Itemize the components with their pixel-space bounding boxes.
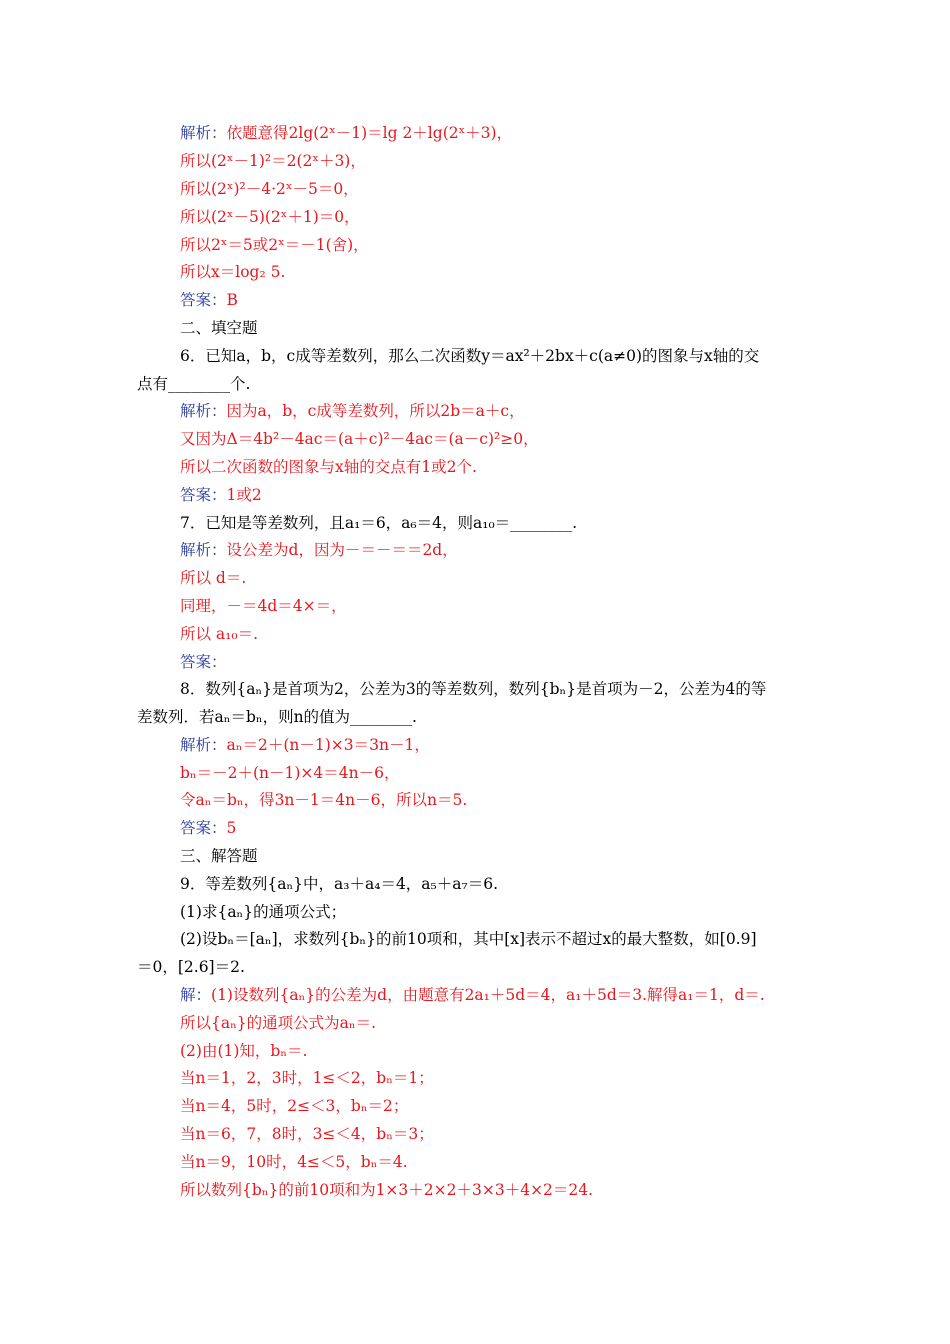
text-line — [180, 985, 765, 1005]
text-line — [180, 763, 399, 783]
text-line — [180, 485, 262, 505]
text-line — [180, 318, 258, 338]
text-line — [180, 151, 366, 171]
text-line — [180, 1124, 434, 1144]
text-line — [180, 235, 369, 255]
text-line — [180, 262, 285, 282]
line-text: 所以(2ˣ－1)²＝2(2ˣ＋3)， — [180, 152, 366, 170]
answer-label: 答案： — [180, 486, 227, 504]
line-text: 1或2 — [226, 486, 262, 504]
text-line — [180, 790, 467, 810]
line-text: 差数列．若aₙ＝bₙ，则n的值为________. — [137, 708, 417, 726]
line-text: 所以二次函数的图象与x轴的交点有1或2个. — [180, 458, 477, 476]
line-text: 三、解答题 — [180, 847, 258, 865]
text-line — [180, 346, 759, 366]
text-line — [180, 652, 227, 672]
text-line — [180, 679, 766, 699]
answer-label: 解析： — [180, 124, 227, 142]
text-line — [180, 1152, 408, 1172]
answer-label: 答案： — [180, 819, 227, 837]
line-text: 点有________个. — [137, 375, 251, 393]
line-text: bₙ＝－2＋(n－1)×4＝4n－6， — [180, 764, 400, 782]
text-line — [180, 568, 246, 588]
text-line — [180, 1041, 307, 1061]
text-line — [180, 1096, 408, 1116]
line-text: aₙ＝2＋(n－1)×3＝3n－1， — [226, 736, 430, 754]
text-line — [180, 290, 238, 310]
line-text: 令aₙ＝bₙ，得3n－1＝4n－6，所以n＝5. — [180, 791, 468, 809]
line-text: 设公差为d，因为－＝－＝＝2d， — [226, 541, 458, 559]
line-text: 8．数列{aₙ}是首项为2，公差为3的等差数列，数列{bₙ}是首项为－2，公差为4的等 — [180, 680, 767, 698]
line-text: 当n＝6，7，8时，3≤＜4，bₙ＝3； — [180, 1125, 434, 1143]
text-line — [180, 1013, 376, 1033]
line-text: 6．已知a，b，c成等差数列，那么二次函数y＝ax²＋2bx＋c(a≠0)的图象与x轴的交 — [180, 347, 760, 365]
line-text: 9．等差数列{aₙ}中，a₃＋a₄＝4，a₅＋a₇＝6. — [180, 875, 499, 893]
text-line — [180, 123, 512, 143]
line-text: 又因为Δ＝4b²－4ac＝(a＋c)²－4ac＝(a－c)²≥0， — [180, 430, 539, 448]
text-line — [180, 429, 539, 449]
line-text: B — [226, 291, 238, 309]
text-line — [137, 957, 245, 977]
text-line — [180, 874, 498, 894]
text-line — [180, 540, 458, 560]
answer-label: 答案： — [180, 653, 227, 671]
text-line — [180, 513, 577, 533]
text-line — [180, 457, 477, 477]
text-line — [137, 374, 250, 394]
line-text: 当n＝1，2，3时，1≤＜2，bₙ＝1； — [180, 1069, 434, 1087]
line-text: 所以(2ˣ)²－4·2ˣ－5＝0， — [180, 180, 359, 198]
line-text: (2)由(1)知，bₙ＝. — [180, 1042, 308, 1060]
text-line — [180, 624, 258, 644]
text-line — [180, 846, 258, 866]
answer-label: 解析： — [180, 402, 227, 420]
text-line — [180, 179, 359, 199]
text-line — [180, 1068, 434, 1088]
line-text: 5 — [226, 819, 237, 837]
text-line — [180, 207, 360, 227]
line-text: 所以 d＝. — [180, 569, 247, 587]
line-text: 依题意得2lg(2ˣ－1)＝lg 2＋lg(2ˣ＋3)， — [226, 124, 513, 142]
line-text: (1)求{aₙ}的通项公式； — [180, 903, 347, 921]
answer-label: 解析： — [180, 736, 227, 754]
text-line — [180, 929, 757, 949]
text-line — [180, 818, 236, 838]
line-text: 所以 a₁₀＝. — [180, 625, 259, 643]
line-text: 所以{aₙ}的通项公式为aₙ＝. — [180, 1014, 377, 1032]
line-text: 7．已知是等差数列，且a₁＝6，a₆＝4，则a₁₀＝________. — [180, 514, 578, 532]
line-text: 所以2ˣ＝5或2ˣ＝－1(舍)， — [180, 236, 369, 254]
line-text: (1)设数列{aₙ}的公差为d，由题意有2a₁＋5d＝4，a₁＋5d＝3.解得a₁＝1，d＝. — [211, 986, 765, 1004]
line-text: 因为a，b，c成等差数列，所以2b＝a＋c， — [226, 402, 525, 420]
line-text: 二、填空题 — [180, 319, 258, 337]
text-line — [180, 735, 430, 755]
answer-label: 解： — [180, 986, 212, 1004]
line-text: ＝0，[2.6]＝2. — [137, 958, 245, 976]
text-line — [180, 1180, 593, 1200]
line-text: 当n＝4，5时，2≤＜3，bₙ＝2； — [180, 1097, 409, 1115]
text-line — [137, 707, 417, 727]
text-line — [180, 902, 346, 922]
text-line — [180, 401, 525, 421]
line-text: 所以x＝log₂ 5. — [180, 263, 286, 281]
line-text: (2)设bₙ＝[aₙ]，求数列{bₙ}的前10项和，其中[x]表示不超过x的最大整数，如[0.9] — [180, 930, 757, 948]
line-text: 所以数列{bₙ}的前10项和为1×3＋2×2＋3×3＋4×2＝24. — [180, 1181, 594, 1199]
line-text: 所以(2ˣ－5)(2ˣ＋1)＝0， — [180, 208, 360, 226]
text-line — [180, 596, 347, 616]
answer-label: 解析： — [180, 541, 227, 559]
answer-label: 答案： — [180, 291, 227, 309]
line-text: 同理，－＝4d＝4×＝， — [180, 597, 347, 615]
line-text: 当n＝9，10时，4≤＜5，bₙ＝4. — [180, 1153, 408, 1171]
